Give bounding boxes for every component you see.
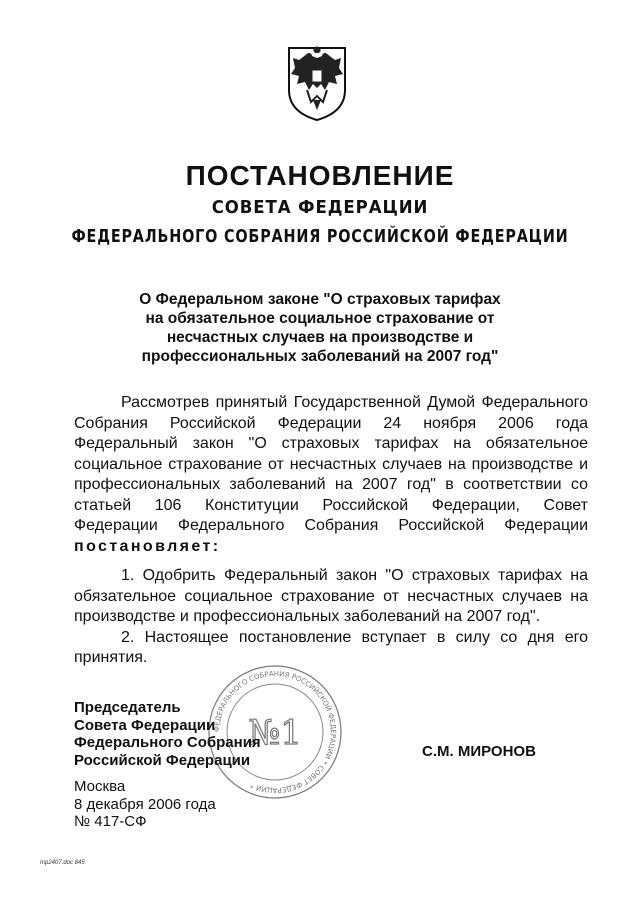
seal-ring-text: ФЕДЕРАЛЬНОГО СОБРАНИЯ РОССИЙСКОЙ ФЕДЕРАЦИИ * СОВЕТ ФЕДЕРАЦИИ * [212,669,338,795]
seal-number: №1 [248,713,302,753]
resolves-word: постановляет: [74,537,221,555]
intro-paragraph [74,393,588,557]
item-2-line: 2. Настоящее постановление вступает в силу со дня его [121,628,588,646]
signatory-title-line: Председатель [74,699,181,716]
signatory-name: С.М. МИРОНОВ [422,743,536,760]
issuer-line-1: СОВЕТА ФЕДЕРАЦИИ [211,197,429,218]
document-subject [110,290,530,366]
subject-line: на обязательное социальное страхование от [145,310,495,327]
intro-line: социальное страхование от несчастных случаев на производстве и [74,455,588,473]
file-reference: mp2407.doc 845 [40,860,85,866]
item-1-line: производстве и профессиональных заболеваний на 2007 год". [74,608,541,625]
item-1-line: 1. Одобрить Федеральный закон "О страховых тарифах на [121,567,588,584]
item-2-line: принятия. [74,649,148,666]
signatory-title-line: Российской Федерации [74,751,251,769]
signatory-title [74,699,304,769]
intro-line: Федерации Федерального Собрания Российской Федерации [74,517,588,534]
signatory-title-line: Федерального Собрания [74,734,261,751]
item-1-line: обязательное социальное страхование от несчастных случаев на [74,587,588,605]
intro-line: Федеральный закон "О страховых тарифах на обязательное [74,435,588,452]
coat-of-arms-emblem [285,44,349,122]
date: 8 декабря 2006 года [74,795,216,813]
document-title: ПОСТАНОВЛЕНИЕ [185,160,455,191]
intro-line: профессиональных заболеваний на 2007 год" в соответствии со [74,476,588,493]
intro-line: Рассмотрев принятый Государственной Думой Федерального [121,394,588,411]
place: Москва [74,778,126,795]
subject-line: О Федеральном законе "О страховых тарифах [139,291,501,308]
resolution-items [74,566,588,669]
intro-line: Собрания Российской Федерации 24 ноября 2006 года [74,414,588,432]
signatory-title-line: Совета Федерации [74,716,216,734]
place-date-number [74,778,216,831]
issuer-line-2: ФЕДЕРАЛЬНОГО СОБРАНИЯ РОССИЙСКОЙ ФЕДЕРАЦИИ [71,226,569,247]
document-number: № 417-СФ [74,813,147,830]
subject-line: несчастных случаев на производстве и [166,329,474,346]
intro-line: статьей 106 Конституции Российской Федерации, Совет [74,496,588,514]
subject-line: профессиональных заболеваний на 2007 год" [141,348,499,365]
